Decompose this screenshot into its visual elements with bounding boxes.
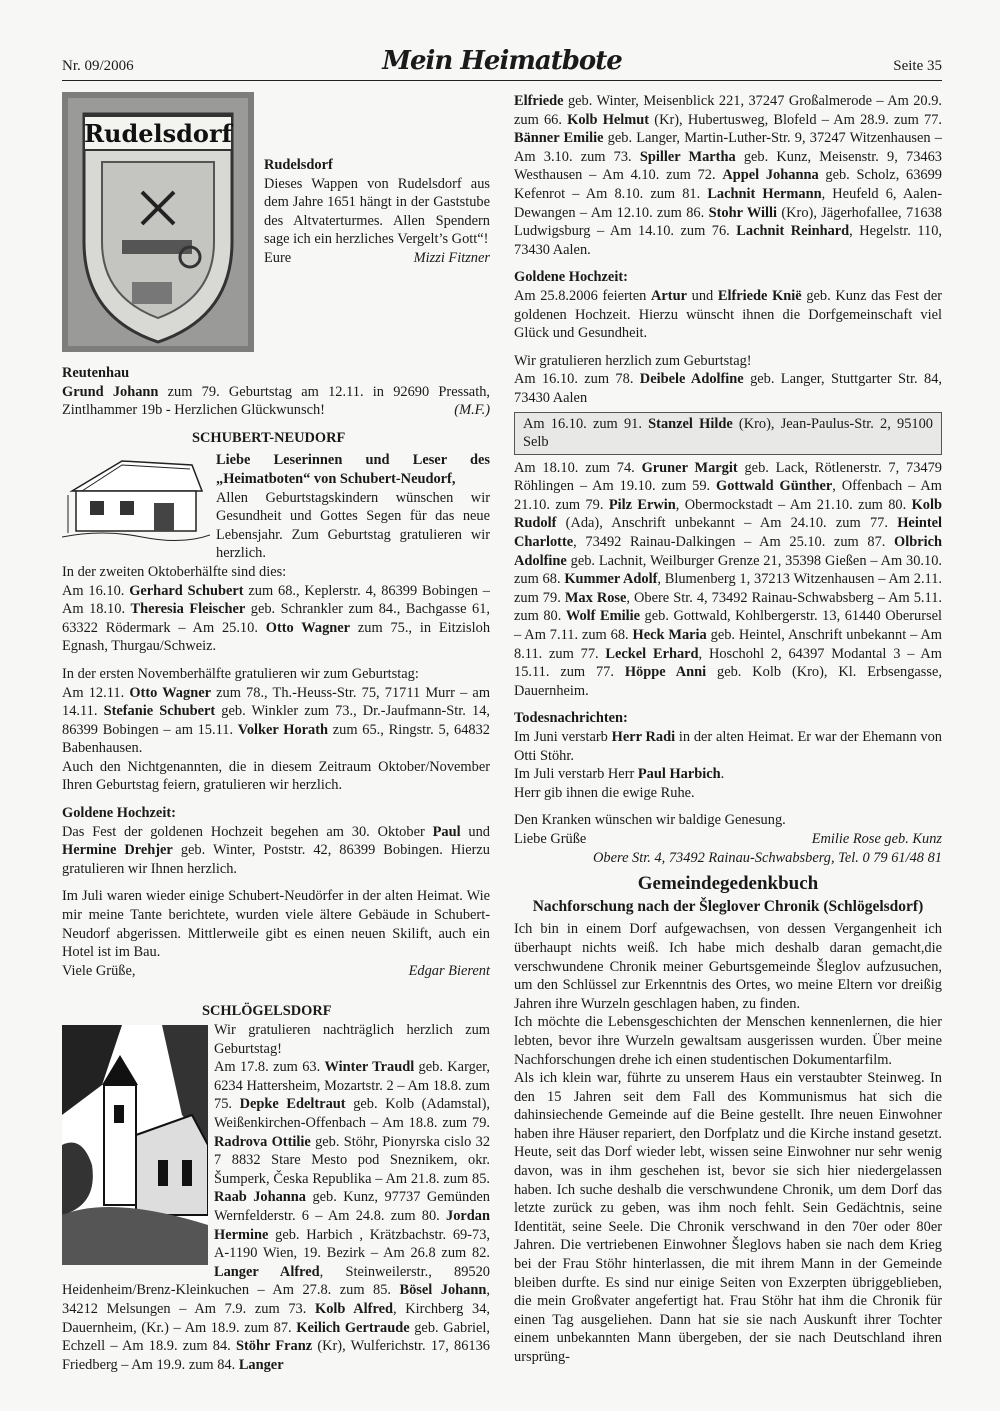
highlight-box: Am 16.10. zum 91. Stanzel Hilde (Kro), Jean-Paulus-Str. 2, 95100 Selb [514,412,942,455]
coat-of-arms-photo [62,92,254,352]
right-column [514,92,942,1367]
schubert-signature: Viele Grüße, Edgar Bierent [62,962,490,979]
death-title: Todesnachrichten: [514,710,628,727]
issue-number: Nr. 09/2006 [62,58,134,74]
schubert-title: SCHUBERT-NEUDORF [192,429,346,446]
left-column [62,92,490,1374]
rudelsdorf-text: Dieses Wappen von Rudelsdorf aus dem Jahre 1651 hängt in der Gaststube des Altvaterturmes. Allen Spendern sage ich ein herzliches Vergelt’s Gott“! [264,175,490,248]
death-2: Im Juli verstarb Herr Paul Harbich. [514,766,725,783]
gemeindegedenkbuch-subtitle: Nachforschung nach der Šleglover Chronik (Schlögelsdorf) [532,897,924,915]
schubert-july: Im Juli waren wieder einige Schubert-Neudörfer in der alten Heimat. Wie mir meine Tante berichtete, wurden viele ältere Gebäude in Schubert-Neudorf abgerissen. Mittlerweile gibt es einen neuen Skilift, auch ein Hotel ist im Bau. [62,888,490,961]
rudelsdorf-title: Rudelsdorf [264,157,333,173]
gem-paragraph-3: Als ich klein war, führte zu unserem Haus ein verstaubter Steinweg. In den 15 Jahren seit dem Fall des Kommunismus hat sich die dahinsiechende Gemeinde auf die Beine gestellt. Ihre neuen Einwohner haben ihre Häuser repariert, den Dorfplatz und die Kirche instand gesetzt. Heute, seit das Dorf wieder lebt, wissen seine Einwohner nur sehr wenig davon, was in ihm geschehen ist, bevor sie sich hier niedergelassen haben. Ich suche deshalb die verschwundene Chronik, um dem Dorf das letzte zurück zu geben, was ihm noch fehlt. Sein Gedächtnis, seine Identität, seine Seele. Die Chronik verschwand in den 70er oder 80er Jahren. Die vertriebenen Einwohner Šleglovs haben sie nach dem Krieg bei der Frau Stöhr hinterlassen, die mit ihrem Mann in der Gemeinde bleiben durfte. Es sind nur einige Seiten von Exzerpten übriggeblieben, die mein Großvater angefertigt hat. Frau Stöhr hat ihm die Chronik für einen Tag ausgeliehen. Dann hat sie sie nach Auskunft ihrer Tochter einem unbekannten Mann übergeben, der sie nach Deutschland ihren ursprüng- [514,1070,942,1365]
birthday-deibele: Am 16.10. zum 78. Deibele Adolfine geb. Langer, Stuttgarter Str. 84, 73430 Aalen [514,371,943,406]
schubert-gold-title: Goldene Hochzeit: [62,805,176,822]
church-illustration [62,1025,208,1265]
gemeindegedenkbuch-title: Gemeindegedenkbuch [637,873,819,895]
schubert-intro: Allen Geburtstagskindern wünschen wir Gesundheit und Gottes Segen für das neue Lebensjahr. Zum Geburtstag gratulieren wir herzlich. [216,489,490,562]
gold-title-right: Goldene Hochzeit: [514,269,628,286]
death-3: Herr gib ihnen die ewige Ruhe. [514,784,695,801]
schloegelsdorf-title: SCHLÖGELSDORF [202,1003,332,1020]
gem-paragraph-2: Ich möchte die Lebensgeschichten der Menschen kennenlernen, die hier lebten, bevor ihre Wurzeln gewaltsam ausgerissen wurden. Über meine Nachforschungen drehe ich einen studentischen Dokumentarfilm. [514,1014,942,1068]
schubert-oct-list: Am 16.10. Gerhard Schubert zum 68., Keplerstr. 4, 86399 Bobingen – Am 18.10. Theresia Fleischer geb. Schrankler zum 84., Bachgasse 61, 63322 Rödermark – Am 25.10. Otto Wagner zum 75., in Eitzisloh Egnash, Thurgau/Schweiz. [62,582,491,655]
reutenhau-text: Grund Johann zum 79. Geburtstag am 12.11. in 92690 Pressath, Zintlhammer 19b - Herzlichen Glückwunsch! (M.F.) [62,383,490,419]
page-number: Seite 35 [893,58,942,74]
birthday-continuation: Elfriede geb. Winter, Meisenblick 221, 37247 Großalmerode – Am 20.9. zum 66. Kolb Helmut (Kr), Hubertusweg, Blofeld – Am 28.9. zum 77. Bänner Emilie geb. Langer, Martin-Luther-Str. 9, 37247 Witzenhausen – Am 3.10. zum 73. Spiller Martha geb. Kunz, Meisenstr. 9, 73463 Westhausen – Am 4.10. zum 72. Appel Johanna geb. Scholz, 63699 Kefenrot – Am 8.10. zum 81. Lachnit Hermann, Heufeld 6, Aalen-Dewangen – Am 12.10. zum 86. Stohr Willi (Kro), Jägerhofallee, 71638 Ludwigsburg – Am 14.10. zum 76. Lachnit Reinhard, Hegelstr. 110, 73430 Aalen. [514,93,943,258]
schubert-oct-head: In der zweiten Oktoberhälfte sind dies: [62,563,287,580]
birthday-head: Wir gratulieren herzlich zum Geburtstag! [514,352,752,369]
rudelsdorf-signature: Eure Mizzi Fitzner [264,249,490,266]
masthead-logo: Mein Heimatbote [382,46,622,76]
death-1: Im Juni verstarb Herr Radi in der alten Heimat. Er war der Ehemann von Otti Stöhr. [514,729,942,764]
schubert-nov-list: Am 12.11. Otto Wagner zum 78., Th.-Heuss-Str. 75, 71711 Murr – am 14.11. Stefanie Schubert geb. Winkler zum 73., Dr.-Jaufmann-Str. 14, 86399 Bobingen – am 15.11. Volker Horath zum 65., Ringstr. 5, 64832 Babenhausen. [62,684,491,757]
sick-wishes: Den Kranken wünschen wir baldige Genesung. [514,812,786,829]
crest-label: Rudelsdorf [84,119,232,148]
schubert-gold-text: Das Fest der goldenen Hochzeit begehen am 30. Oktober Paul und Hermine Drehjer geb. Winter, Poststr. 42, 86399 Bobingen. Hierzu gratulieren wir Ihnen herzlich. [62,823,490,877]
gold-text-right: Am 25.8.2006 feierten Artur und Elfriede Knië geb. Kunz das Fest der goldenen Hochzeit. Hierzu wünscht ihnen die Dorfgemeinschaft viel Glück und Gesundheit. [514,287,942,342]
right-signature-address: Obere Str. 4, 73492 Rainau-Schwabsberg, Tel. 0 79 61/48 81 [593,849,942,866]
schubert-nov-head: In der ersten Novemberhälfte gratulieren wir zum Geburtstag: [62,665,419,682]
page-header [62,46,942,81]
right-signature: Liebe Grüße Emilie Rose geb. Kunz [514,830,942,847]
schubert-intro-bold: Liebe Leserinnen und Leser des „Heimatboten“ von Schubert-Neudorf, [216,452,490,487]
reutenhau-title: Reutenhau [62,365,130,381]
schloegelsdorf-list: Am 17.8. zum 63. Winter Traudl geb. Karger, 6234 Hattersheim, Mozartstr. 2 – Am 18.8. zum 75. Depke Edeltraut geb. Kolb (Adamstal), Weißenkirchen-Offenbach – Am 18.8. zum 79. Radrova Ottilie geb. Stöhr, Pionyrska cislo 32 7 8832 Stare Mesto pod Sneznikem, okr. Šumperk, Česka Republika – Am 21.8. zum 85. Raab Johanna geb. Kunz, 97737 Gemünden Wernfelderstr. 6 – Am 24.8. zum 80. Jordan Hermine geb. Harbich , Krätzbachstr. 69-73, A-1190 Wien, 19. Bezirk – Am 26.8 zum 82. Langer Alfred, Steinweilerstr., 89520 Heidenheim/Brenz-Kleinkuchen – Am 27.8. zum 85. Bösel Johann, 34212 Melsungen – Am 7.9. zum 73. Kolb Alfred, Kirchberg 34, Dauernheim, (Kr.) – Am 18.9. zum 87. Keilich Gertraude geb. Gabriel, Echzell – Am 18.9. zum 84. Stöhr Franz (Kr), Wulferichstr. 17, 86136 Friedberg – Am 19.9. zum 84. Langer [62,1059,491,1373]
house-illustration [62,451,210,543]
schloegelsdorf-intro: Wir gratulieren nachträglich herzlich zum Geburtstag! [214,1022,490,1057]
birthday-list-right: Am 18.10. zum 74. Gruner Margit geb. Lack, Rötlenerstr. 7, 73479 Röhlingen – Am 19.10. zum 59. Gottwald Günther, Offenbach – Am 21.10. zum 79. Pilz Erwin, Obermockstadt – Am 21.10. zum 80. Kolb Rudolf (Ada), Anschrift unbekannt – Am 24.10. zum 77. Heintel Charlotte, 73492 Rainau-Dalkingen – Am 25.10. zum 87. Olbrich Adolfine geb. Lachnit, Weilburger Grenze 21, 35398 Gießen – Am 30.10. zum 68. Kummer Adolf, Blumenberg 1, 37213 Witzenhausen – Am 2.11. zum 79. Max Rose, Obere Str. 4, 73492 Rainau-Schwabsberg – Am 5.11. zum 80. Wolf Emilie geb. Gottwald, Kohlbergerstr. 13, 61440 Oberursel – Am 7.11. zum 68. Heck Maria geb. Heintel, Anschrift unbekannt – Am 8.11. zum 77. Leckel Erhard, Hoschohl 2, 64397 Modantal 3 – Am 15.11. zum 77. Höppe Anni geb. Kolb (Kro), Kl. Erbsengasse, Dauernheim. [514,459,943,699]
schubert-others: Auch den Nichtgenannten, die in diesem Zeitraum Oktober/November Ihren Geburtstag feiern, gratulieren wir herzlich. [62,758,490,794]
gem-paragraph-1: Ich bin in einem Dorf aufgewachsen, von dessen Vergangenheit ich überhaupt nichts weiß. Ich habe mich deshalb daran gemacht,die verschwundene Chronik meiner Geburtsgemeinde Šleglov aufzusuchen, um den Schlüssel zur Erkenntnis des Ortes, wo meine Eltern vor dreißig Jahren ihre Wurzeln geschlagen haben, zu finden. [514,921,942,1012]
